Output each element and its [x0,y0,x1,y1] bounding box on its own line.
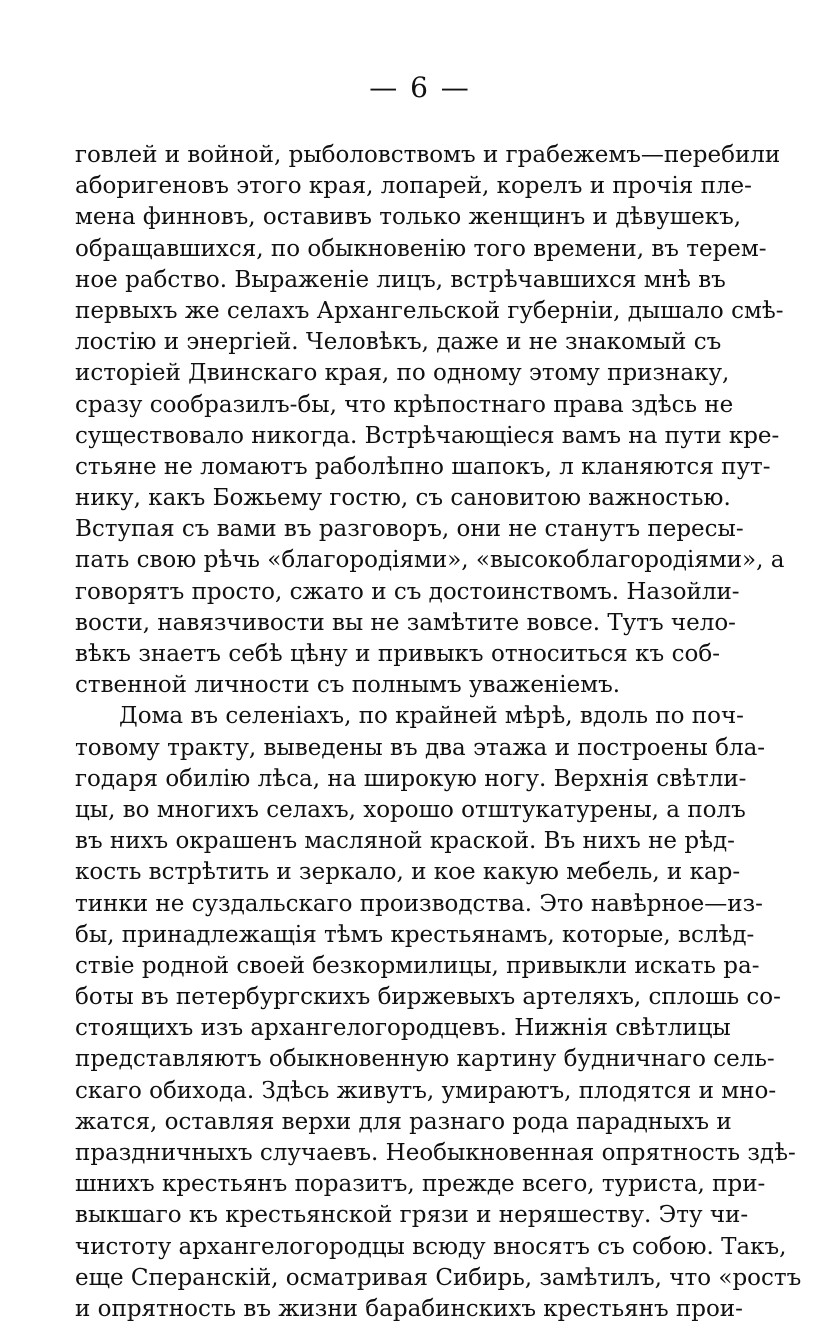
text-line: нику, какъ Божьему гостю, съ сановитою важностью. [75,485,731,512]
text-line: жатся, оставляя верхи для разнаго рода парадныхъ и [75,1108,732,1135]
text-line: кость встрѣтить и зеркало, и кое какую мебель, и кар- [75,859,741,886]
text-line: говорятъ просто, сжато и съ достоинствомъ. Назойли- [75,578,740,605]
text-line: боты въ петербургскихъ биржевыхъ артеляхъ, сплошь со- [75,984,781,1011]
text-line: Дома въ селеніахъ, по крайней мѣрѣ, вдоль по поч- [119,703,744,730]
text-line: Вступая съ вами въ разговоръ, они не станутъ пересы- [75,516,744,543]
text-line: товому тракту, выведены въ два этажа и построены бла- [75,734,766,761]
text-line: годаря обилію лѣса, на широкую ногу. Верхнія свѣтли- [75,765,747,792]
text-line: стьяне не ломаютъ раболѣпно шапокъ, л кланяются пут- [75,453,771,480]
text-line: стоящихъ изъ архангелогородцевъ. Нижнія свѣтлицы [75,1015,731,1042]
text-line: тинки не суздальскаго производства. Это навѣрное—из- [75,890,763,917]
text-line: сразу сообразилъ-бы, что крѣпостнаго права здѣсь не [75,391,734,418]
text-line: говлей и войной, рыболовствомъ и грабежемъ—перебили [75,142,781,168]
text-line: и опрятность въ жизни барабинскихъ крестьянъ прои- [75,1295,743,1322]
text-line: исторіей Двинскаго края, по одному этому признаку, [75,360,730,387]
text-line: еще Сперанскій, осматривая Сибирь, замѣтилъ, что «ростъ [75,1264,802,1291]
text-line: аборигеновъ этого края, лопарей, корелъ и прочія пле- [75,173,752,200]
text-line: первыхъ же селахъ Архангельской губерніи, дышало смѣ- [75,297,784,324]
text-line: скаго обихода. Здѣсь живутъ, умираютъ, плодятся и мно- [75,1077,777,1104]
text-line: вости, навязчивости вы не замѣтите вовсе. Тутъ чело- [75,609,736,636]
text-line: ствіе родной своей безкормилицы, привыкли искать ра- [75,952,760,979]
text-line: вѣкъ знаетъ себѣ цѣну и привыкъ относиться къ соб- [75,641,720,667]
page-number: — 6 — [369,71,471,104]
text-line: лостію и энергіей. Человѣкъ, даже и не знакомый съ [75,329,722,356]
text-line: обращавшихся, по обыкновенію того времени, въ терем- [75,235,767,262]
text-line: праздничныхъ случаевъ. Необыкновенная опрятность здѣ- [75,1140,796,1166]
text-line: представляютъ обыкновенную картину будничнаго сель- [75,1046,775,1073]
text-line: выкшаго къ крестьянской грязи и неряшеству. Эту чи- [75,1202,749,1229]
text-line: чистоту архангелогородцы всюду вносятъ съ собою. Такъ, [75,1233,787,1260]
text-line: мена финновъ, оставивъ только женщинъ и дѣвушекъ, [75,204,742,231]
text-line: въ нихъ окрашенъ масляной краской. Въ нихъ не рѣд- [75,828,735,855]
text-line: шнихъ крестьянъ поразитъ, прежде всего, туриста, при- [75,1171,766,1198]
text-line: пать свою рѣчь «благородіями», «высокоблагородіями», а [75,547,785,574]
text-line: ное рабство. Выраженіе лицъ, встрѣчавшихся мнѣ въ [75,266,726,293]
text-line: цы, во многихъ селахъ, хорошо отштукатурены, а полъ [75,796,746,823]
text-line: бы, принадлежащія тѣмъ крестьянамъ, которые, вслѣд- [75,921,755,948]
body-text [75,140,802,1325]
text-line: ственной личности съ полнымъ уваженіемъ. [75,672,621,699]
text-line: существовало никогда. Встрѣчающіеся вамъ на пути кре- [75,422,780,449]
